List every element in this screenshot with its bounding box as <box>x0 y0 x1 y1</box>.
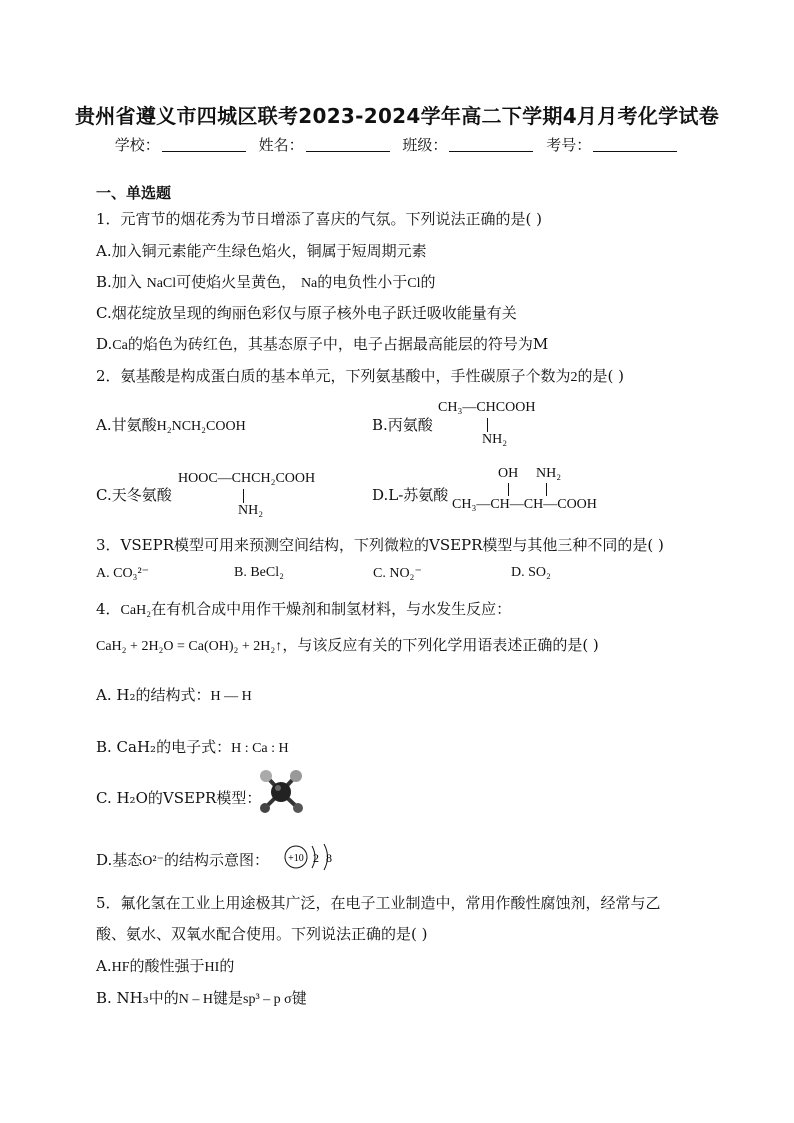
q2-stem-end: 的是( ) <box>577 367 625 385</box>
student-info-line <box>0 134 794 155</box>
q1-b-end: 的 <box>420 273 436 291</box>
o2-ion-structure-diagram <box>284 843 340 871</box>
q1-option-a: A.加入铜元素能产生绿色焰火，铜属于短周期元素 <box>96 242 427 260</box>
school-label: 学校： <box>114 136 160 154</box>
q2-c-structure-main: HOOC—CHCH₂COOH <box>178 471 316 486</box>
page-title: 贵州省遵义市四城区联考2023-2024学年高二下学期4月月考化学试卷 <box>74 104 720 128</box>
q5-b-mid: 键是 <box>213 989 244 1007</box>
q2-stem-num: 2 <box>570 370 578 385</box>
q5-b-end: 键 <box>291 989 307 1007</box>
q3-option-a: A. CO₃²⁻ <box>96 566 150 581</box>
q2-b-label: B.丙氨酸 <box>372 416 433 434</box>
class-label: 班级： <box>402 136 448 154</box>
q5-option-a <box>96 955 234 976</box>
q2-a-formula: H₂NCH₂COOH <box>156 419 246 434</box>
q2-d-top2: NH₂ <box>536 466 562 481</box>
q3-option-b: B. BeCl₂ <box>234 565 284 580</box>
q2-b-bond <box>487 418 488 432</box>
q4-option-b <box>96 736 289 757</box>
q2-c-bond <box>243 489 244 503</box>
q4-stem-formula: CaH₂ <box>120 603 152 618</box>
q1-option-c: C.烟花绽放呈现的绚丽色彩仅与原子核外电子跃迁吸收能量有关 <box>96 304 517 322</box>
q4-stem-end: 在有机合成中用作干燥剂和制氢材料，与水发生反应： <box>151 600 512 618</box>
q5-stem-line1: 5．氟化氢在工业上用途极其广泛，在电子工业制造中，常用作酸性腐蚀剂，经常与乙 <box>96 894 661 912</box>
q4-equation: CaH₂ + 2H₂O = Ca(OH)₂ + 2H₂↑ <box>96 639 283 654</box>
q1-b-formula2: Na <box>300 276 318 291</box>
q2-b-structure-main: CH₃—CHCOOH <box>438 400 536 415</box>
q4-d-ion: O²⁻ <box>142 854 164 869</box>
q1-b-pre: B.加入 <box>96 273 142 291</box>
q2-option-a <box>96 414 246 435</box>
section-heading: 一、单选题 <box>96 184 172 202</box>
q5-a-formula2: HI <box>204 960 220 975</box>
q5-a-pre: A. <box>96 957 112 975</box>
q2-d-top1: OH <box>498 466 519 481</box>
q3-option-d: D. SO₂ <box>511 565 551 580</box>
q4-equation-end: ，与该反应有关的下列化学用语表述正确的是( ) <box>282 636 599 654</box>
nucleus-charge: +10 <box>288 853 304 864</box>
q4-d-pre: D.基态 <box>96 851 143 869</box>
q5-option-b <box>96 987 307 1008</box>
q2-stem-pre: 2．氨基酸是构成蛋白质的基本单元，下列氨基酸中，手性碳原子个数为 <box>96 367 571 385</box>
q3-stem: 3．VSEPR模型可用来预测空间结构，下列微粒的VSEPR模型与其他三种不同的是( ) <box>96 536 664 554</box>
q4-equation-line <box>96 634 599 655</box>
q1-option-b <box>96 271 436 292</box>
q1-b-mid: 可使焰火呈黄色， <box>176 273 297 291</box>
q2-d-structure-main: CH₃—CH—CH—COOH <box>452 497 597 512</box>
q3-option-c: C. NO₂⁻ <box>373 566 422 581</box>
q1-d-formula: Ca <box>112 338 128 353</box>
name-label: 姓名： <box>258 136 304 154</box>
q2-a-label: A.甘氨酸 <box>96 416 157 434</box>
q5-a-end: 的 <box>219 957 235 975</box>
q4-b-formula: H : Ca : H <box>231 741 289 756</box>
q1-d-end: 的焰色为砖红色，其基态原子中，电子占据最高能层的符号为M <box>127 335 549 353</box>
q4-stem-pre: 4． <box>96 600 121 618</box>
q2-d-bond1 <box>508 483 509 496</box>
q4-option-d <box>96 849 269 870</box>
q4-option-c: C. H₂O的VSEPR模型： <box>96 789 262 807</box>
q1-d-pre: D. <box>96 335 113 353</box>
q2-c-structure-sub: NH₂ <box>238 503 264 518</box>
q1-stem: 1．元宵节的烟花秀为节日增添了喜庆的气氛。下列说法正确的是( ) <box>96 210 543 228</box>
q5-b-pre: B. NH₃中的 <box>96 989 179 1007</box>
q1-b-formula3: Cl <box>407 276 421 291</box>
id-label: 考号： <box>546 136 592 154</box>
q4-option-a <box>96 684 252 705</box>
class-blank[interactable] <box>449 137 533 152</box>
id-blank[interactable] <box>593 137 677 152</box>
shell-1-count: 2 <box>313 851 319 865</box>
q5-b-formula: N – H <box>178 992 214 1007</box>
q4-b-pre: B. CaH₂的电子式： <box>96 738 232 756</box>
q5-a-formula1: HF <box>111 960 130 975</box>
q2-stem <box>96 365 624 386</box>
shell-2-count: 8 <box>326 851 332 865</box>
q4-stem <box>96 598 511 619</box>
h2o-vsepr-model-image <box>256 768 306 816</box>
q4-d-end: 的结构示意图： <box>163 851 269 869</box>
q1-b-formula1: NaCl <box>146 276 177 291</box>
q1-b-mid2: 的电负性小于 <box>317 273 408 291</box>
school-blank[interactable] <box>162 137 246 152</box>
q4-a-formula: H — H <box>210 689 252 704</box>
q2-d-bond2 <box>546 483 547 496</box>
q5-b-formula2: sp³ – p σ <box>243 992 292 1007</box>
q4-a-pre: A. H₂的结构式： <box>96 686 211 704</box>
q2-b-structure-sub: NH₂ <box>482 432 508 447</box>
q5-stem-line2: 酸、氨水、双氧水配合使用。下列说法正确的是( ) <box>96 925 428 943</box>
q5-a-mid: 的酸性强于 <box>129 957 205 975</box>
q2-c-label: C.天冬氨酸 <box>96 486 172 504</box>
name-blank[interactable] <box>306 137 390 152</box>
q2-d-label: D.L-苏氨酸 <box>372 486 449 504</box>
q1-option-d <box>96 333 548 354</box>
